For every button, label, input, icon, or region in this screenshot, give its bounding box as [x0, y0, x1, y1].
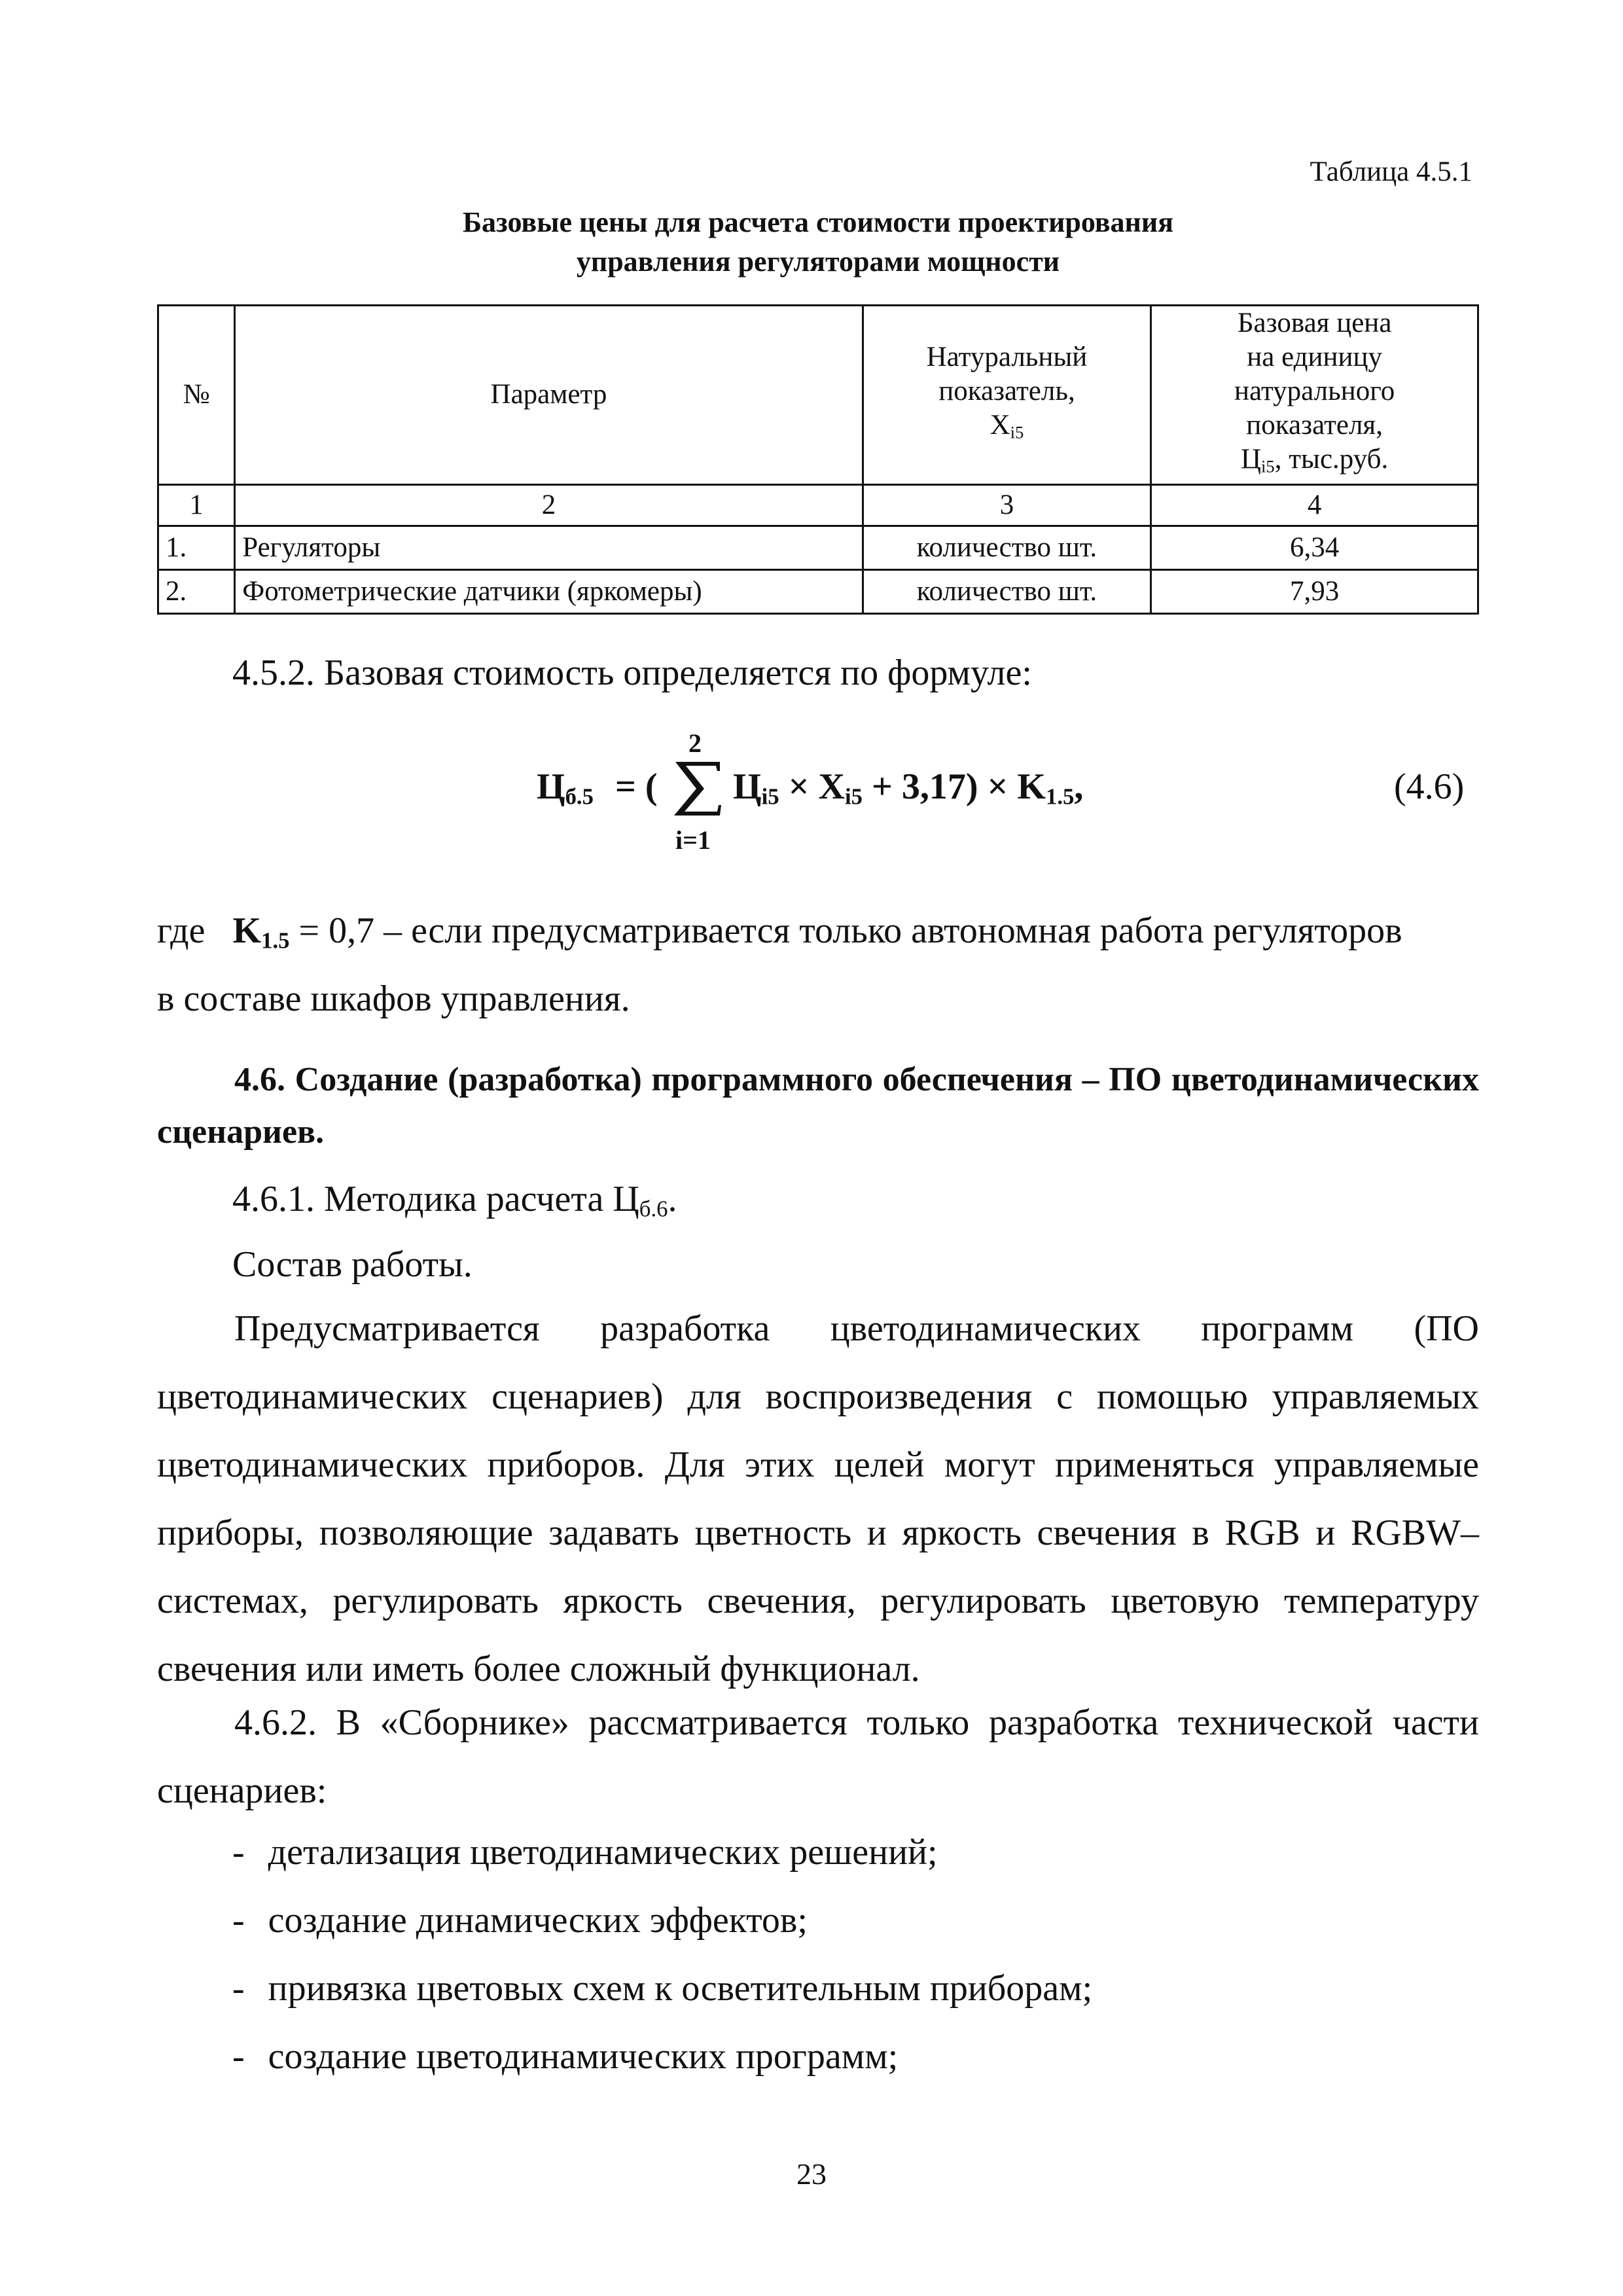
formula-lhs: $Ц_{б.5}$: [537, 766, 594, 810]
work-list: [232, 1818, 1476, 2090]
table-label: Таблица 4.5.1: [1310, 156, 1472, 187]
header-natural-line2: показатель,: [938, 376, 1075, 406]
header-natural: [863, 306, 1151, 485]
table-row: [158, 526, 1478, 569]
formula-number: (4.6): [1394, 766, 1465, 807]
formula-eq-open: = (: [615, 766, 658, 807]
col-number: 1: [158, 484, 235, 526]
row-natural: количество шт.: [863, 569, 1151, 613]
col-number: 3: [863, 484, 1151, 526]
sum-lower-limit: i=1: [675, 825, 711, 855]
list-item: - создание динамических эффектов;: [232, 1900, 808, 1941]
composition-text: Состав работы.: [232, 1244, 473, 1285]
header-num: №: [158, 306, 235, 485]
table-header-row: [158, 306, 1478, 485]
formula-4-6: [537, 713, 1126, 864]
header-natural-line1: Натуральный: [926, 342, 1088, 372]
table-title-line-2: управления регуляторами мощности: [576, 245, 1060, 278]
list-item: - детализация цветодинамических решений;: [232, 1832, 938, 1873]
header-price-line1: Базовая цена: [1237, 308, 1392, 338]
header-price-line5: $Ц_{i5}$, тыс.руб.: [1240, 444, 1389, 476]
list-item: - привязка цветовых схем к осветительным приборам;: [232, 1968, 1093, 2009]
header-param: Параметр: [235, 306, 863, 485]
header-price-line2: на единицу: [1247, 342, 1383, 372]
table-row: [158, 569, 1478, 613]
page-number: 23: [796, 2157, 827, 2191]
paragraph-1: Предусматривается разработка цветодинамических программ (ПО цветодинамических сценариев) для воспроизведения с помощью управляемых цветодинамических приборов. Для этих целей могут применяться управляемые приборы, позволяющие задавать цветность и яркость свечения в RGB и RGBW– системах, регулировать яркость свечения, регулировать цветовую температуру свечения или иметь более сложный функционал.: [157, 1308, 1479, 1689]
row-param: Фотометрические датчики (яркомеры): [235, 569, 863, 613]
section-46-heading: 4.6. Создание (разработка) программного обеспечения – ПО цветодинамических сценариев.: [157, 1061, 1479, 1151]
list-item: - создание цветодинамических программ;: [232, 2036, 899, 2077]
formula-explanation: где $K_{1.5} = 0,7$ – если предусматривается только автономная работа регуляторов: [157, 910, 1402, 954]
table-column-numbers: [158, 484, 1478, 526]
col-number: 2: [235, 484, 863, 526]
table-title: [157, 203, 1479, 281]
row-price: 7,93: [1151, 569, 1478, 613]
row-param: Регуляторы: [235, 526, 863, 569]
where-text: = 0,7 – если предусматривается только автономная работа регуляторов: [289, 910, 1402, 951]
header-price-line3: натурального: [1234, 376, 1395, 406]
header-price: [1151, 306, 1478, 485]
price-table: [157, 304, 1479, 615]
section-461-text: 4.6.1. Методика расчета $Ц_{б.6}$.: [232, 1179, 677, 1222]
row-natural: количество шт.: [863, 526, 1151, 569]
row-num: 2.: [158, 569, 235, 613]
col-number: 4: [1151, 484, 1478, 526]
sum-upper-limit: 2: [688, 728, 702, 758]
formula-rhs: $Ц_{i5} \times X_{i5} + 3,17) \times K_{1.5}$,: [733, 766, 1084, 810]
row-price: 6,34: [1151, 526, 1478, 569]
formula-explanation-line2: в составе шкафов управления.: [157, 978, 630, 1019]
header-natural-line3: $X_{i5}$: [990, 410, 1024, 442]
row-num: 1.: [158, 526, 235, 569]
paragraph-2: 4.6.2. В «Сборнике» рассматривается только разработка технической части сценариев:: [157, 1702, 1479, 1811]
table-title-line-1: Базовые цены для расчета стоимости проектирования: [462, 206, 1174, 238]
where-prefix: где: [157, 910, 205, 951]
sum-sigma-icon: [671, 759, 724, 818]
header-price-line4: показателя,: [1246, 410, 1383, 440]
section-452-text: 4.5.2. Базовая стоимость определяется по формуле:: [232, 653, 1032, 693]
